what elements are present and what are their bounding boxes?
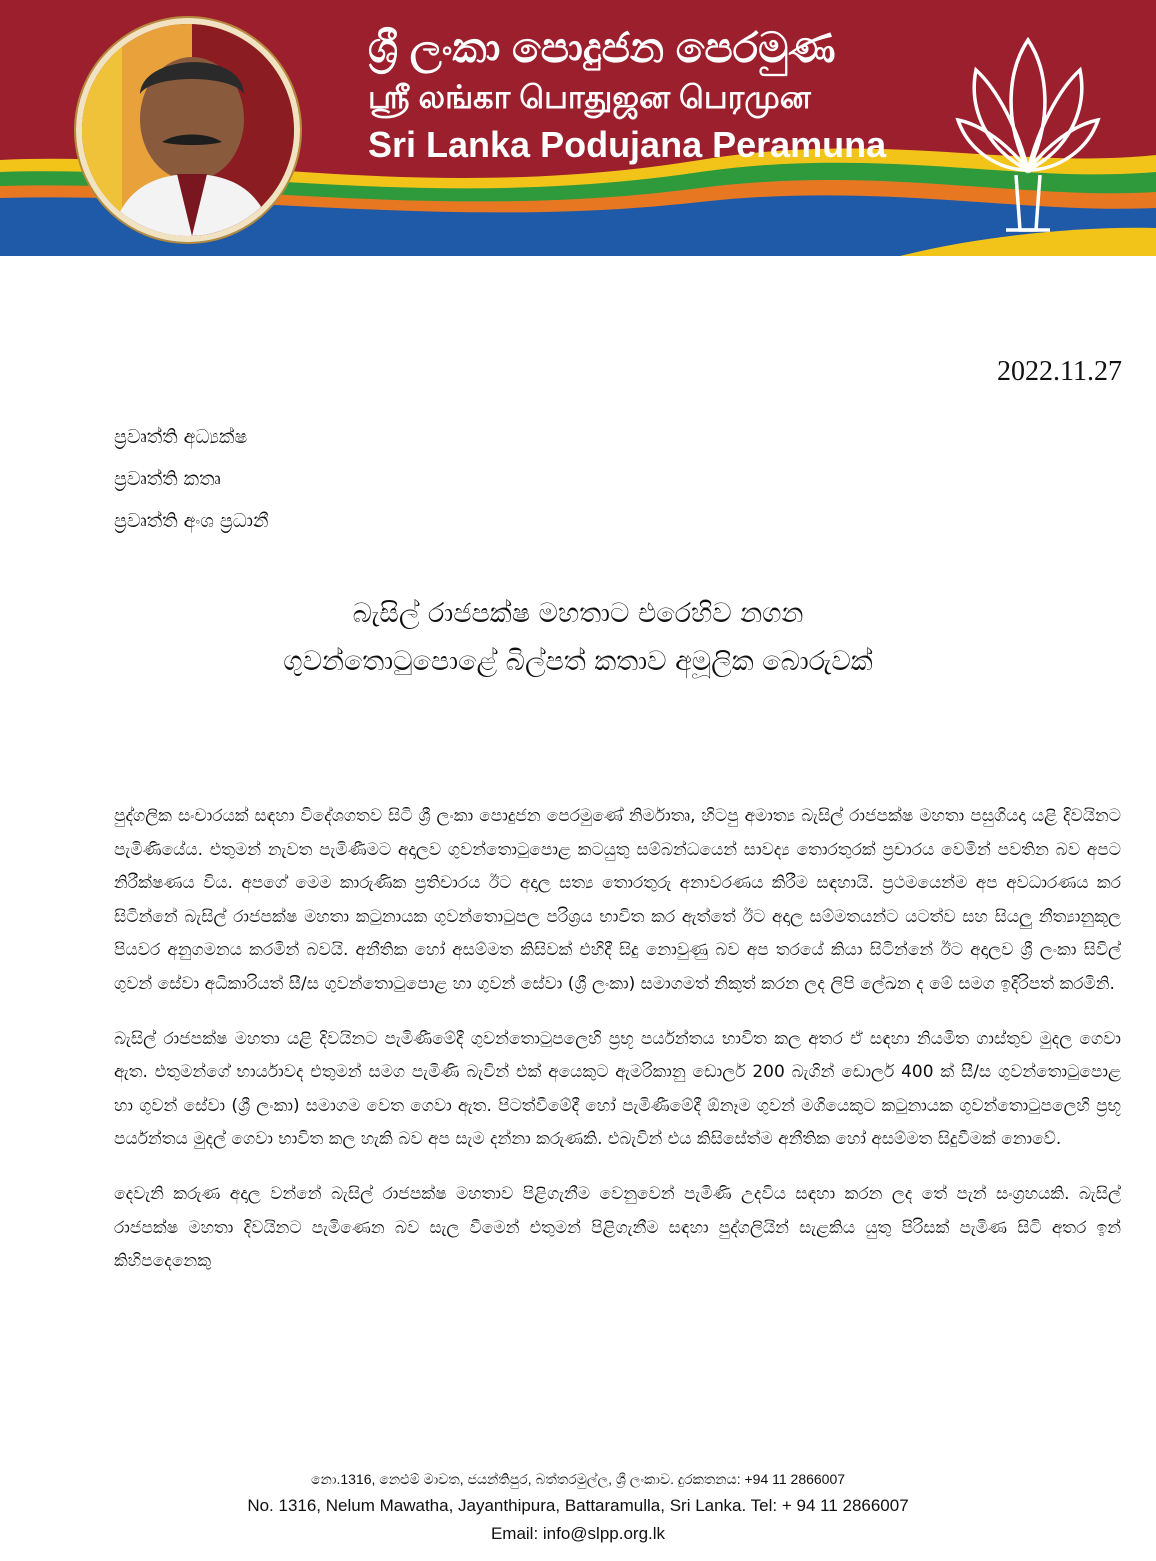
paragraph-2: බැසිල් රාජපක්ෂ මහතා යළි දිවයිනට පැමිණීමේදී ගුවන්තොටුපලෙහි ප්‍රභූ පර්යන්තය භාවිත කල අතර ඒ සඳහා නියමිත ගාස්තුව මුදල ගෙවා ඇත. එතුමන්ගේ භාර්යාවද එතුමන් සමග පැමිණි බැවින් එක් අයෙකුට ඇමරිකානු ඩොලර් 200 බැගින් ඩොලර් 400 ක් සී/ස ගුවන්තොටුපොළ හා ගුවන් සේවා (ශ්‍රී ලංකා) සමාගම වෙත ගෙවා ඇත. පිටත්වීමේදී හෝ පැමිණීමේදී ඕනෑම ගුවන් මගියෙකුට කටුනායක ගුවන්තොටුපලෙහි ප්‍රභූ පර්යන්තය මුදල් ගෙවා භාවිත කල හැකි බව අප සැම දන්නා කරුණකි. එබැවින් එය කිසිසේත්ම අනීතික හෝ අසම්මත සිදුවීමක් නොවේ. [114,1028,1121,1150]
recipient-news-editor: ප්‍රවෘත්ති කතෘ [114,468,221,490]
portrait-image [82,24,294,236]
recipient-news-director: ප්‍රවෘත්ති අධ්‍යක්ෂ [114,426,248,448]
recipient-news-head: ප්‍රවෘත්ති අංශ ප්‍රධානී [114,510,269,532]
recipients-list [114,416,268,542]
party-name-english: Sri Lanka Podujana Peramuna [368,124,887,165]
heading-line-2: ගුවන්තොටුපොළේ බිල්පත් කතාව අමූලික බොරුවක් [283,646,873,677]
leader-portrait [76,18,300,242]
heading-line-1: බැසිල් රාජපක්ෂ මහතාට එරෙහිව නගන [352,598,804,629]
footer-address-sinhala: නො.1316, නෙළුම් මාවත, ජයන්තිපුර, බත්තරමුල්ල, ශ්‍රී ලංකාව. දුරකතනය: +94 11 2866007 [310,1471,846,1487]
lotus-logo-icon [948,30,1108,240]
footer-email: Email: info@slpp.org.lk [490,1524,666,1543]
press-release-heading [0,590,1156,686]
paragraph-3: දෙවැනි කරුණ අදාල වන්නේ බැසිල් රාජපක්ෂ මහතාව පිළිගැනීම වෙනුවෙන් පැමිණි උදවිය සඳහා කරන ලද තේ පැන් සංග්‍රහයකි. බැසිල් රාජපක්ෂ මහතා දිවයිනට පැමිණෙන බව සැල වීමෙන් එතුමන් පිළිගැනීම සඳහා පුද්ගලියින් සැළකිය යුතු පිරිසක් පැමිණ සිටි අතර ඉන් කිහිපදෙනෙකු [114,1183,1121,1272]
letter-date: 2022.11.27 [997,356,1122,387]
party-name-sinhala: ශ්‍රී ලංකා පොදුජන පෙරමුණ [368,24,836,71]
paragraph-1: පුද්ගලික සංචාරයක් සඳහා විදේශගතව සිටි ශ්‍රී ලංකා පොදුජන පෙරමුණේ නිර්මාතෘ, හිටපු අමාත්‍ය බැසිල් රාජපක්ෂ මහතා පසුගියදා යළි දිවයිනට පැමිණියේය. එතුමන් නැවත පැමිණීමට අදාලව ගුවන්තොටුපොළ කටයුතු සම්බන්ධයෙන් සාවද්‍ය තොරතුරක් ප්‍රචාරය වෙමින් පවතින බව අපට නිරීක්ෂණය විය. අපගේ මෙම කාරුණික ප්‍රතිචාරය ඊට අදාල සත්‍ය තොරතුරු අනාවරණය කිරීම සඳහායි. ප්‍රථමයෙන්ම අප අවධාරණය කර සිටින්නේ බැසිල් රාජපක්ෂ මහතා කටුනායක ගුවන්තොටුපල පරිශ්‍රය භාවිත කර ඇත්තේ ඊට අදාල සම්මතයන්ට යටත්ව සහ සියලු නීත්‍යානුකූල පියවර අනුගමනය කරමින් බවයි. අනීතික හෝ අසම්මත කිසිවක් එහිදී සිදු නොවුණු බව අප තරයේ කියා සිටින්නේ ඊට අදාලව ශ්‍රී ලංකා සිවිල් ගුවන් සේවා අධිකාරියත් සී/ස ගුවන්තොටුපොළ හා ගුවන් සේවා (ශ්‍රී ලංකා) සමාගමත් නිකුත් කරන ලද ලිපි ලේඛන ද මේ සමග ඉදිරිපත් කරමිනි. [114,806,1121,994]
party-name-tamil: ஸ்ரீ லங்கா பொதுஜன பெரமுன [368,79,811,115]
press-release-body [114,800,1121,1300]
letter-footer [0,1466,1156,1548]
header-banner [0,0,1156,256]
footer-address-english: No. 1316, Nelum Mawatha, Jayanthipura, Battaramulla, Sri Lanka. Tel: + 94 11 2866007 [247,1496,909,1515]
